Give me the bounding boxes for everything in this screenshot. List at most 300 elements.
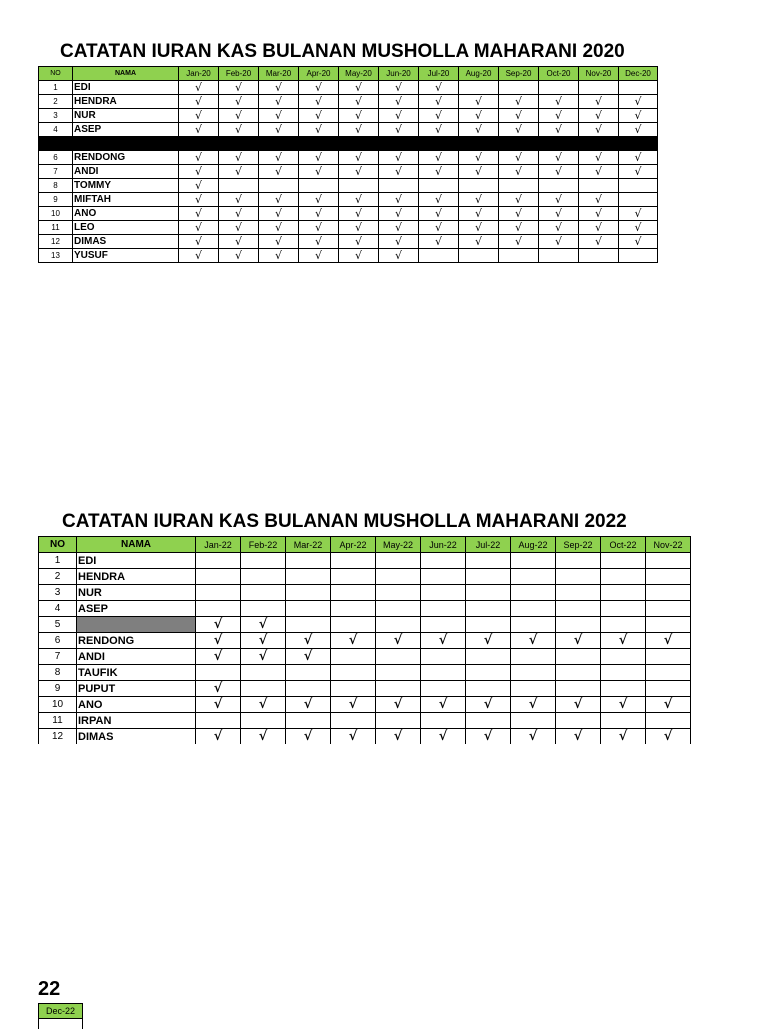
paid-check-mark: √: [179, 123, 219, 137]
table-row: [39, 109, 658, 123]
paid-check-mark: √: [219, 207, 259, 221]
paid-check-mark: √: [499, 221, 539, 235]
empty-cell: [499, 81, 539, 95]
paid-check-mark: √: [459, 165, 499, 179]
empty-cell: [376, 713, 421, 729]
empty-cell: [259, 137, 299, 151]
table-row: [39, 729, 691, 745]
month-header: Apr-22: [331, 537, 376, 553]
paid-check-mark: √: [556, 633, 601, 649]
paid-check-mark: √: [339, 207, 379, 221]
month-header: Jun-20: [379, 67, 419, 81]
member-name: YUSUF: [73, 249, 179, 263]
paid-check-mark: √: [619, 151, 658, 165]
paid-check-mark: √: [259, 193, 299, 207]
table-2020-title: CATATAN IURAN KAS BULANAN MUSHOLLA MAHARANI 2020: [60, 41, 680, 63]
empty-cell: [196, 585, 241, 601]
empty-cell: [556, 649, 601, 665]
empty-cell: [421, 649, 466, 665]
paid-check-mark: √: [219, 109, 259, 123]
row-number: 3: [39, 109, 73, 123]
paid-check-mark: √: [259, 221, 299, 235]
empty-cell: [286, 617, 331, 633]
empty-cell: [259, 179, 299, 193]
row-number: 3: [39, 585, 77, 601]
empty-cell: [646, 665, 691, 681]
paid-check-mark: √: [619, 109, 658, 123]
paid-check-mark: √: [499, 123, 539, 137]
empty-cell: [331, 601, 376, 617]
row-number: 7: [39, 165, 73, 179]
paid-check-mark: √: [219, 151, 259, 165]
paid-check-mark: √: [179, 81, 219, 95]
empty-cell: [556, 553, 601, 569]
empty-cell: [466, 569, 511, 585]
paid-check-mark: √: [179, 221, 219, 235]
empty-cell: [601, 649, 646, 665]
paid-check-mark: √: [539, 221, 579, 235]
table-row: [39, 585, 691, 601]
table-row: [39, 123, 658, 137]
empty-cell: [511, 617, 556, 633]
empty-cell: [539, 249, 579, 263]
empty-cell: [619, 137, 658, 151]
empty-cell: [459, 81, 499, 95]
row-number: 4: [39, 123, 73, 137]
paid-check-mark: √: [219, 235, 259, 249]
paid-check-mark: √: [499, 165, 539, 179]
paid-check-mark: √: [499, 235, 539, 249]
empty-cell: [646, 617, 691, 633]
row-number: 1: [39, 81, 73, 95]
empty-cell: [539, 81, 579, 95]
paid-check-mark: √: [579, 109, 619, 123]
paid-check-mark: √: [646, 697, 691, 713]
paid-check-mark: √: [196, 633, 241, 649]
paid-check-mark: √: [339, 235, 379, 249]
empty-cell: [241, 681, 286, 697]
member-name: TAUFIK: [77, 665, 196, 681]
empty-cell: [646, 601, 691, 617]
empty-cell: [421, 665, 466, 681]
paid-check-mark: √: [286, 729, 331, 745]
paid-check-mark: √: [339, 249, 379, 263]
empty-cell: [286, 681, 331, 697]
paid-check-mark: √: [421, 697, 466, 713]
row-number: 5: [39, 137, 73, 151]
empty-cell: [299, 137, 339, 151]
paid-check-mark: √: [339, 193, 379, 207]
empty-cell: [421, 681, 466, 697]
paid-check-mark: √: [379, 165, 419, 179]
paid-check-mark: √: [339, 151, 379, 165]
table-row: [39, 151, 658, 165]
table-row: [39, 601, 691, 617]
empty-cell: [556, 665, 601, 681]
empty-cell: [579, 81, 619, 95]
table-row: [39, 179, 658, 193]
empty-cell: [646, 585, 691, 601]
paid-check-mark: √: [379, 235, 419, 249]
member-name: ASEP: [77, 601, 196, 617]
month-header: Oct-22: [601, 537, 646, 553]
paid-check-mark: √: [539, 123, 579, 137]
member-name: RENDONG: [73, 151, 179, 165]
member-name: EDI: [73, 81, 179, 95]
paid-check-mark: √: [259, 81, 299, 95]
empty-cell: [511, 665, 556, 681]
empty-cell: [466, 601, 511, 617]
member-name: ANDI: [73, 165, 179, 179]
paid-check-mark: √: [421, 633, 466, 649]
paid-check-mark: √: [259, 235, 299, 249]
row-number: 2: [39, 95, 73, 109]
paid-check-mark: √: [511, 633, 556, 649]
paid-check-mark: √: [219, 123, 259, 137]
empty-cell: [466, 713, 511, 729]
member-name: ASEP: [73, 123, 179, 137]
row-number: 10: [39, 207, 73, 221]
empty-cell: [556, 569, 601, 585]
empty-cell: [241, 569, 286, 585]
table-row: [39, 165, 658, 179]
empty-cell: [466, 665, 511, 681]
empty-cell: [376, 553, 421, 569]
empty-cell: [286, 713, 331, 729]
paid-check-mark: √: [339, 123, 379, 137]
paid-check-mark: √: [299, 207, 339, 221]
member-name: NUR: [73, 109, 179, 123]
month-header: Feb-20: [219, 67, 259, 81]
member-name: RENDONG: [77, 633, 196, 649]
paid-check-mark: √: [179, 165, 219, 179]
month-header: Nov-20: [579, 67, 619, 81]
empty-cell: [299, 179, 339, 193]
empty-cell: [619, 179, 658, 193]
table-row: [39, 137, 658, 151]
paid-check-mark: √: [299, 221, 339, 235]
table-row: [39, 617, 691, 633]
member-name: EDI: [77, 553, 196, 569]
empty-cell: [421, 601, 466, 617]
empty-cell: [556, 713, 601, 729]
paid-check-mark: √: [219, 221, 259, 235]
paid-check-mark: √: [196, 649, 241, 665]
paid-check-mark: √: [499, 207, 539, 221]
month-header: Aug-20: [459, 67, 499, 81]
empty-cell: [499, 137, 539, 151]
empty-cell: [466, 585, 511, 601]
empty-cell: [601, 601, 646, 617]
member-name: HENDRA: [73, 95, 179, 109]
empty-cell: [286, 553, 331, 569]
paid-check-mark: √: [379, 249, 419, 263]
empty-cell: [241, 585, 286, 601]
paid-check-mark: √: [196, 617, 241, 633]
no-header: NO: [39, 537, 77, 553]
empty-cell: [421, 569, 466, 585]
empty-cell: [466, 649, 511, 665]
paid-check-mark: √: [179, 193, 219, 207]
paid-check-mark: √: [419, 207, 459, 221]
paid-check-mark: √: [419, 165, 459, 179]
month-header: Nov-22: [646, 537, 691, 553]
month-header: Sep-22: [556, 537, 601, 553]
table-row: [39, 221, 658, 235]
empty-cell: [646, 681, 691, 697]
paid-check-mark: √: [376, 729, 421, 745]
table-row: [39, 95, 658, 109]
month-header: Aug-22: [511, 537, 556, 553]
paid-check-mark: √: [539, 207, 579, 221]
paid-check-mark: √: [539, 235, 579, 249]
paid-check-mark: √: [459, 123, 499, 137]
empty-cell: [511, 569, 556, 585]
table-2022-title: CATATAN IURAN KAS BULANAN MUSHOLLA MAHARANI 2022: [62, 511, 690, 533]
empty-cell: [511, 649, 556, 665]
paid-check-mark: √: [299, 249, 339, 263]
empty-cell: [331, 681, 376, 697]
member-name: HENDRA: [77, 569, 196, 585]
paid-check-mark: √: [511, 697, 556, 713]
empty-cell: [459, 179, 499, 193]
table-row: [39, 633, 691, 649]
month-header: Feb-22: [241, 537, 286, 553]
month-header: Jul-22: [466, 537, 511, 553]
empty-cell: [376, 601, 421, 617]
empty-cell: [466, 681, 511, 697]
empty-cell: [421, 585, 466, 601]
empty-cell: [556, 601, 601, 617]
empty-cell: [539, 179, 579, 193]
paid-check-mark: √: [259, 123, 299, 137]
paid-check-mark: √: [579, 165, 619, 179]
paid-check-mark: √: [539, 109, 579, 123]
paid-check-mark: √: [511, 729, 556, 745]
empty-cell: [196, 713, 241, 729]
paid-check-mark: √: [241, 633, 286, 649]
row-number: 8: [39, 179, 73, 193]
paid-check-mark: √: [556, 697, 601, 713]
paid-check-mark: √: [219, 193, 259, 207]
empty-cell: [601, 681, 646, 697]
month-header: May-20: [339, 67, 379, 81]
row-number: 8: [39, 665, 77, 681]
paid-check-mark: √: [579, 123, 619, 137]
empty-cell: [379, 179, 419, 193]
month-header: Dec-22: [39, 1004, 83, 1019]
paid-check-mark: √: [579, 151, 619, 165]
paid-check-mark: √: [579, 221, 619, 235]
empty-cell: [601, 665, 646, 681]
member-name: ANDI: [77, 649, 196, 665]
empty-cell: [196, 553, 241, 569]
row-number: 7: [39, 649, 77, 665]
empty-cell: [499, 179, 539, 193]
paid-check-mark: √: [459, 151, 499, 165]
paid-check-mark: √: [379, 207, 419, 221]
paid-check-mark: √: [376, 633, 421, 649]
table-row: [39, 681, 691, 697]
member-name: DIMAS: [77, 729, 196, 745]
table-row: [39, 81, 658, 95]
paid-check-mark: √: [299, 193, 339, 207]
paid-check-mark: √: [619, 95, 658, 109]
row-number: 6: [39, 151, 73, 165]
month-header: Jun-22: [421, 537, 466, 553]
empty-cell: [579, 179, 619, 193]
dues-table-2020: [38, 66, 658, 263]
paid-check-mark: √: [459, 207, 499, 221]
empty-cell: [646, 569, 691, 585]
month-header: Dec-20: [619, 67, 658, 81]
member-name: ANO: [73, 207, 179, 221]
member-name: IRPAN: [77, 713, 196, 729]
month-header: Sep-20: [499, 67, 539, 81]
paid-check-mark: √: [539, 95, 579, 109]
paid-check-mark: √: [379, 95, 419, 109]
paid-check-mark: √: [259, 95, 299, 109]
paid-check-mark: √: [241, 649, 286, 665]
paid-check-mark: √: [466, 633, 511, 649]
empty-cell: [339, 179, 379, 193]
paid-check-mark: √: [219, 249, 259, 263]
member-name: LEO: [73, 221, 179, 235]
empty-cell: [419, 179, 459, 193]
row-number: 12: [39, 729, 77, 745]
paid-check-mark: √: [466, 697, 511, 713]
empty-cell: [286, 569, 331, 585]
paid-check-mark: √: [579, 193, 619, 207]
empty-cell: [601, 553, 646, 569]
empty-cell: [556, 617, 601, 633]
empty-cell: [376, 681, 421, 697]
paid-check-mark: √: [299, 151, 339, 165]
empty-cell: [376, 649, 421, 665]
paid-check-mark: √: [419, 109, 459, 123]
no-header: NO: [39, 67, 73, 81]
paid-check-mark: √: [619, 207, 658, 221]
empty-cell: [339, 137, 379, 151]
empty-cell: [619, 249, 658, 263]
paid-check-mark: √: [196, 729, 241, 745]
empty-cell: [376, 585, 421, 601]
paid-check-mark: √: [339, 95, 379, 109]
paid-check-mark: √: [466, 729, 511, 745]
paid-check-mark: √: [196, 697, 241, 713]
paid-check-mark: √: [419, 95, 459, 109]
empty-cell: [196, 665, 241, 681]
paid-check-mark: √: [419, 123, 459, 137]
empty-cell: [241, 601, 286, 617]
empty-cell: [331, 649, 376, 665]
paid-check-mark: √: [179, 179, 219, 193]
paid-check-mark: √: [331, 729, 376, 745]
member-name: PUPUT: [77, 681, 196, 697]
paid-check-mark: √: [259, 249, 299, 263]
paid-check-mark: √: [196, 681, 241, 697]
member-name: [77, 617, 196, 633]
month-header: Mar-20: [259, 67, 299, 81]
paid-check-mark: √: [286, 697, 331, 713]
paid-check-mark: √: [619, 221, 658, 235]
paid-check-mark: √: [299, 123, 339, 137]
empty-cell: [646, 553, 691, 569]
empty-cell: [331, 553, 376, 569]
empty-cell: [539, 137, 579, 151]
paid-check-mark: √: [219, 95, 259, 109]
paid-check-mark: √: [579, 95, 619, 109]
empty-cell: [466, 617, 511, 633]
nama-header: NAMA: [73, 67, 179, 81]
paid-check-mark: √: [259, 165, 299, 179]
paid-check-mark: √: [419, 221, 459, 235]
table-row: [39, 553, 691, 569]
empty-cell: [511, 553, 556, 569]
empty-cell: [419, 137, 459, 151]
paid-check-mark: √: [601, 633, 646, 649]
row-number: 9: [39, 681, 77, 697]
empty-cell: [196, 601, 241, 617]
paid-check-mark: √: [499, 151, 539, 165]
empty-cell: [466, 553, 511, 569]
month-header: Oct-20: [539, 67, 579, 81]
paid-check-mark: √: [339, 221, 379, 235]
paid-check-mark: √: [499, 95, 539, 109]
paid-check-mark: √: [179, 207, 219, 221]
paid-check-mark: √: [539, 193, 579, 207]
paid-check-mark: √: [539, 151, 579, 165]
paid-check-mark: √: [299, 165, 339, 179]
paid-check-mark: √: [259, 151, 299, 165]
empty-cell: [196, 569, 241, 585]
empty-cell: [376, 617, 421, 633]
empty-cell: [331, 585, 376, 601]
member-name: [73, 137, 179, 151]
empty-cell: [219, 179, 259, 193]
paid-check-mark: √: [241, 729, 286, 745]
empty-cell: [286, 585, 331, 601]
paid-check-mark: √: [646, 633, 691, 649]
paid-check-mark: √: [619, 123, 658, 137]
table-row: [39, 235, 658, 249]
paid-check-mark: √: [646, 729, 691, 745]
paid-check-mark: √: [419, 193, 459, 207]
paid-check-mark: √: [499, 193, 539, 207]
empty-cell: [331, 617, 376, 633]
empty-cell: [556, 585, 601, 601]
paid-check-mark: √: [419, 81, 459, 95]
table-row: [39, 569, 691, 585]
empty-cell: [331, 665, 376, 681]
paid-check-mark: √: [339, 165, 379, 179]
paid-check-mark: √: [179, 235, 219, 249]
row-number: 9: [39, 193, 73, 207]
table-row: [39, 697, 691, 713]
member-name: ANO: [77, 697, 196, 713]
paid-check-mark: √: [619, 235, 658, 249]
empty-cell: [419, 249, 459, 263]
paid-check-mark: √: [419, 235, 459, 249]
paid-check-mark: √: [299, 109, 339, 123]
paid-check-mark: √: [286, 633, 331, 649]
paid-check-mark: √: [459, 95, 499, 109]
paid-check-mark: √: [459, 235, 499, 249]
row-number: 13: [39, 249, 73, 263]
row-number: 5: [39, 617, 77, 633]
paid-check-mark: √: [331, 697, 376, 713]
empty-cell: [601, 569, 646, 585]
